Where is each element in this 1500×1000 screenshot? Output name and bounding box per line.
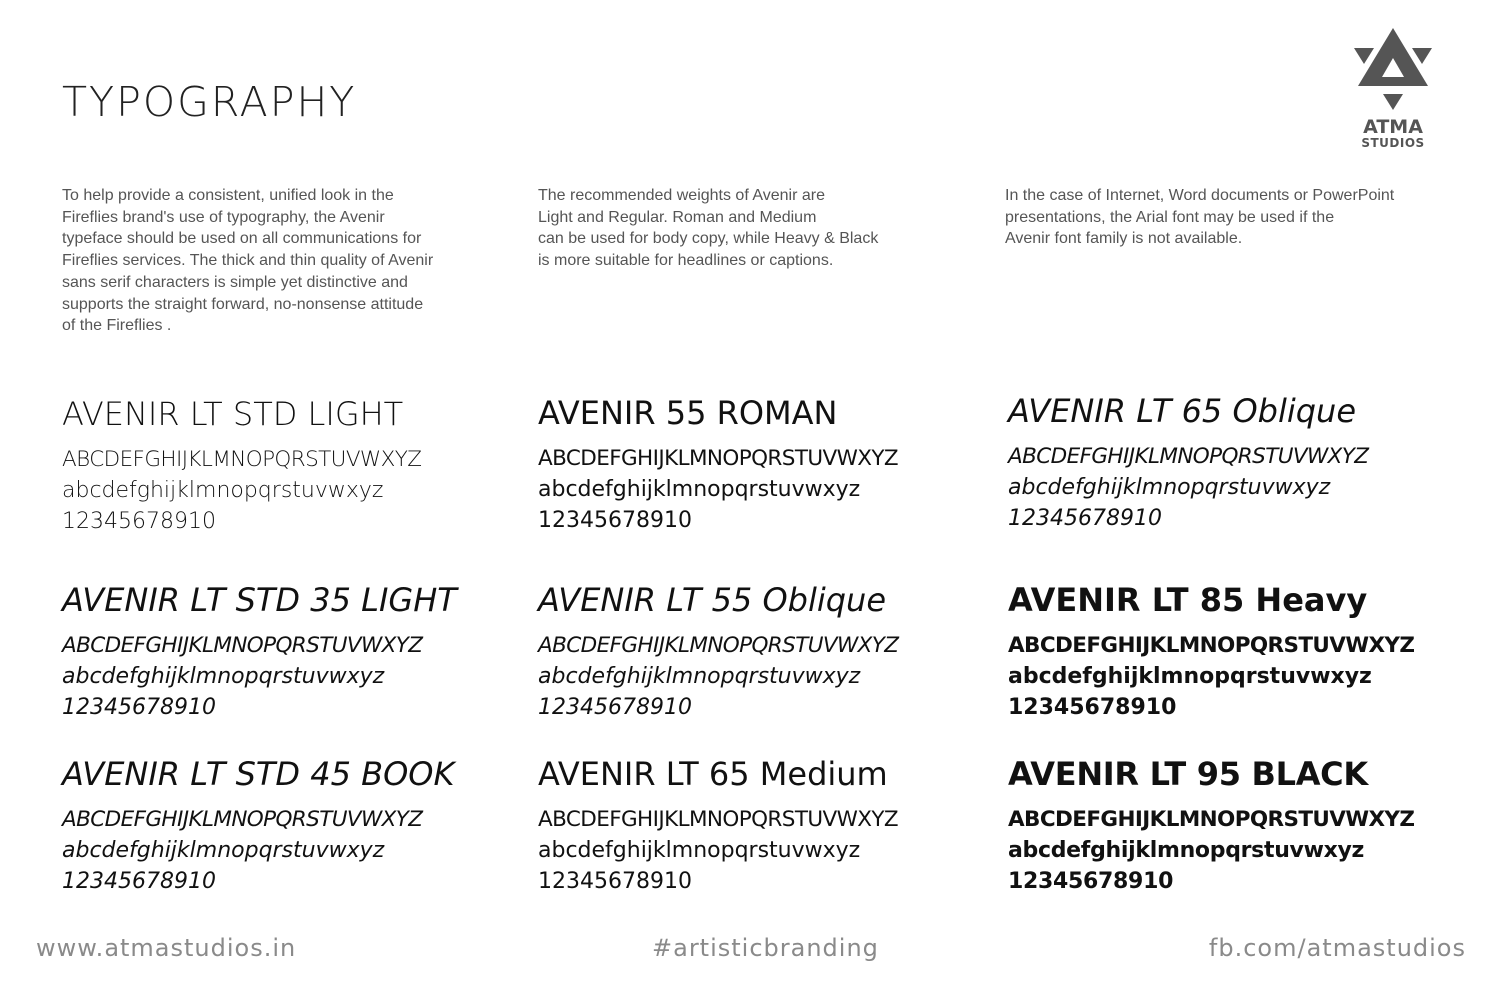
logo-name: ATMA xyxy=(1363,116,1423,138)
specimen-name: AVENIR LT STD 35 LIGHT xyxy=(62,581,457,619)
specimen-digits: 12345678910 xyxy=(538,869,692,894)
specimen-name: AVENIR LT STD 45 BOOK xyxy=(62,755,455,793)
intro-paragraph-recommended-weights xyxy=(538,185,878,272)
paragraph-line: can be used for body copy, while Heavy & Black xyxy=(538,230,879,248)
footer-hashtag: #artisticbranding xyxy=(652,934,879,962)
specimen-uppercase: ABCDEFGHIJKLMNOPQRSTUVWXYZ xyxy=(62,447,422,472)
specimen-lowercase: abcdefghijklmnopqrstuvwxyz xyxy=(1008,664,1372,689)
specimen-lowercase: abcdefghijklmnopqrstuvwxyz xyxy=(538,477,861,502)
specimen-name: AVENIR LT 65 Oblique xyxy=(1008,392,1357,430)
specimen-name: AVENIR LT 55 Oblique xyxy=(538,581,887,619)
paragraph-line: Fireflies services. The thick and thin quality of Avenir xyxy=(62,252,434,270)
specimen-avenir-65-oblique xyxy=(1008,392,1369,534)
specimen-digits: 12345678910 xyxy=(62,869,216,894)
specimen-uppercase: ABCDEFGHIJKLMNOPQRSTUVWXYZ xyxy=(1008,633,1415,658)
footer-website-link[interactable]: www.atmastudios.in xyxy=(36,934,297,962)
paragraph-line: To help provide a consistent, unified look in the xyxy=(62,187,394,204)
specimen-avenir-85-heavy xyxy=(1008,581,1415,723)
paragraph-line: typeface should be used on all communications for xyxy=(62,230,422,248)
specimen-avenir-65-medium xyxy=(538,755,899,897)
specimen-digits: 12345678910 xyxy=(62,695,216,720)
page-title: TYPOGRAPHY xyxy=(62,78,357,126)
specimen-uppercase: ABCDEFGHIJKLMNOPQRSTUVWXYZ xyxy=(538,633,899,658)
specimen-digits: 12345678910 xyxy=(538,695,692,720)
specimen-uppercase: ABCDEFGHIJKLMNOPQRSTUVWXYZ xyxy=(1008,444,1369,469)
specimen-lowercase: abcdefghijklmnopqrstuvwxyz xyxy=(62,838,385,863)
specimen-name: AVENIR LT 65 Medium xyxy=(538,755,888,793)
specimen-uppercase: ABCDEFGHIJKLMNOPQRSTUVWXYZ xyxy=(62,807,423,832)
intro-paragraph-avenir-usage xyxy=(62,185,433,337)
specimen-digits: 12345678910 xyxy=(1008,869,1174,894)
logo-subtitle: STUDIOS xyxy=(1361,136,1425,150)
paragraph-line: supports the straight forward, no-nonsense attitude xyxy=(62,295,424,313)
specimen-lowercase: abcdefghijklmnopqrstuvwxyz xyxy=(538,664,861,689)
paragraph-line: Avenir font family is not available. xyxy=(1005,230,1243,248)
specimen-avenir-55-roman xyxy=(538,394,899,536)
specimen-avenir-light xyxy=(62,395,422,537)
specimen-uppercase: ABCDEFGHIJKLMNOPQRSTUVWXYZ xyxy=(62,633,423,658)
specimen-name: AVENIR 55 ROMAN xyxy=(538,394,838,432)
specimen-digits: 12345678910 xyxy=(62,509,216,534)
specimen-name: AVENIR LT 85 Heavy xyxy=(1008,581,1368,619)
specimen-avenir-35-light xyxy=(62,581,457,723)
specimen-lowercase: abcdefghijklmnopqrstuvwxyz xyxy=(1008,475,1331,500)
specimen-avenir-45-book xyxy=(62,755,455,897)
paragraph-line: is more suitable for headlines or captions. xyxy=(538,252,834,270)
specimen-digits: 12345678910 xyxy=(1008,506,1162,531)
specimen-name: AVENIR LT 95 BLACK xyxy=(1008,755,1368,793)
specimen-name: AVENIR LT STD LIGHT xyxy=(62,395,404,433)
paragraph-line: Fireflies brand's use of typography, the Avenir xyxy=(62,208,385,226)
intro-paragraph-fallback-font xyxy=(1005,185,1394,250)
paragraph-line: In the case of Internet, Word documents or PowerPoint xyxy=(1005,187,1395,204)
specimen-lowercase: abcdefghijklmnopqrstuvwxyz xyxy=(62,664,385,689)
specimen-digits: 12345678910 xyxy=(1008,695,1177,720)
specimen-lowercase: abcdefghijklmnopqrstuvwxyz xyxy=(1008,838,1365,863)
specimen-uppercase: ABCDEFGHIJKLMNOPQRSTUVWXYZ xyxy=(538,446,899,471)
footer-facebook-link[interactable]: fb.com/atmastudios xyxy=(1208,934,1466,962)
paragraph-line: of the Fireflies . xyxy=(62,317,172,335)
specimen-digits: 12345678910 xyxy=(538,508,692,533)
paragraph-line: presentations, the Arial font may be used if the xyxy=(1005,208,1335,226)
atma-triangle-icon xyxy=(1352,28,1434,116)
specimen-lowercase: abcdefghijklmnopqrstuvwxyz xyxy=(62,478,384,503)
specimen-avenir-55-oblique xyxy=(538,581,899,723)
specimen-avenir-95-black xyxy=(1008,755,1415,897)
atma-studios-logo xyxy=(1352,28,1434,150)
specimen-uppercase: ABCDEFGHIJKLMNOPQRSTUVWXYZ xyxy=(1008,807,1415,832)
paragraph-line: sans serif characters is simple yet distinctive and xyxy=(62,273,408,291)
specimen-uppercase: ABCDEFGHIJKLMNOPQRSTUVWXYZ xyxy=(538,807,899,832)
paragraph-line: Light and Regular. Roman and Medium xyxy=(538,208,817,226)
paragraph-line: The recommended weights of Avenir are xyxy=(538,187,825,204)
specimen-lowercase: abcdefghijklmnopqrstuvwxyz xyxy=(538,838,861,863)
